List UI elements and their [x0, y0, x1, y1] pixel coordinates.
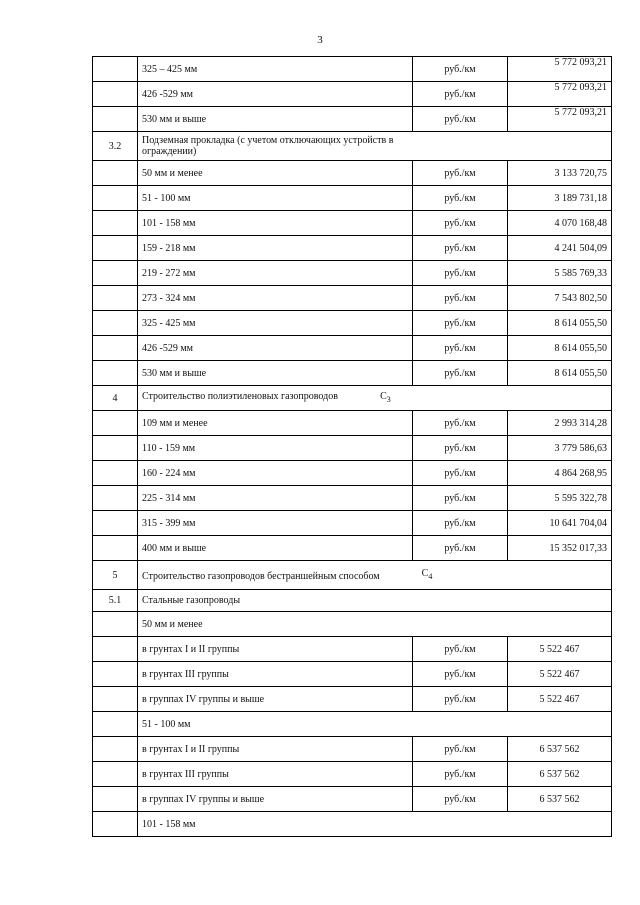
- table-row: [93, 82, 612, 107]
- group-row: [93, 812, 612, 837]
- num-cell: [93, 411, 138, 436]
- table-row: [93, 336, 612, 361]
- num-cell: [93, 687, 138, 712]
- table-row: [93, 536, 612, 561]
- section-row: [93, 590, 612, 612]
- value-cell: 10 641 704,04: [508, 511, 612, 536]
- table-row: [93, 211, 612, 236]
- value-cell: 5 772 093,21: [508, 107, 612, 132]
- num-cell: [93, 486, 138, 511]
- table-row: [93, 762, 612, 787]
- item-name: в грунтах III группы: [138, 662, 413, 687]
- coefficient-label: [382, 568, 472, 582]
- item-name: в грунтах III группы: [138, 762, 413, 787]
- value-cell: 5 772 093,21: [508, 82, 612, 107]
- group-row: [93, 712, 612, 737]
- num-cell: [93, 812, 138, 837]
- unit-cell: руб./км: [413, 211, 508, 236]
- value-cell: 7 543 802,50: [508, 286, 612, 311]
- table-row: [93, 107, 612, 132]
- num-cell: [93, 336, 138, 361]
- table-row: [93, 361, 612, 386]
- value-cell: 15 352 017,33: [508, 536, 612, 561]
- num-cell: [93, 161, 138, 186]
- table-row: [93, 787, 612, 812]
- value-cell: 5 595 322,78: [508, 486, 612, 511]
- section-title: [138, 561, 612, 590]
- value-cell: 8 614 055,50: [508, 336, 612, 361]
- item-name: 109 мм и менее: [138, 411, 413, 436]
- table-row: [93, 286, 612, 311]
- num-cell: [93, 311, 138, 336]
- num-cell: [93, 762, 138, 787]
- item-name: 400 мм и выше: [138, 536, 413, 561]
- item-name: в грунтах I и II группы: [138, 737, 413, 762]
- unit-cell: руб./км: [413, 186, 508, 211]
- num-cell: [93, 787, 138, 812]
- num-cell: [93, 211, 138, 236]
- num-cell: [93, 511, 138, 536]
- unit-cell: руб./км: [413, 787, 508, 812]
- unit-cell: руб./км: [413, 737, 508, 762]
- item-name: 225 - 314 мм: [138, 486, 413, 511]
- section-title-text: Строительство газопроводов бестраншейным способом: [142, 571, 380, 582]
- item-name: 110 - 159 мм: [138, 436, 413, 461]
- unit-cell: руб./км: [413, 161, 508, 186]
- section-row: [93, 386, 612, 411]
- num-cell: [93, 712, 138, 737]
- item-name: в группах IV группы и выше: [138, 787, 413, 812]
- item-name: 530 мм и выше: [138, 361, 413, 386]
- num-cell: [93, 637, 138, 662]
- table-row: [93, 161, 612, 186]
- coefficient-letter: C: [421, 568, 429, 579]
- num-cell: [93, 662, 138, 687]
- section-number: 5.1: [93, 590, 138, 612]
- table-row: [93, 411, 612, 436]
- item-name: 325 - 425 мм: [138, 311, 413, 336]
- table-row: [93, 737, 612, 762]
- section-row: [93, 561, 612, 590]
- unit-cell: руб./км: [413, 762, 508, 787]
- item-name: 101 - 158 мм: [138, 211, 413, 236]
- unit-cell: руб./км: [413, 637, 508, 662]
- unit-cell: руб./км: [413, 82, 508, 107]
- value-cell: 5 522 467: [508, 637, 612, 662]
- group-title: 51 - 100 мм: [138, 712, 612, 737]
- table-row: [93, 486, 612, 511]
- group-title: 50 мм и менее: [138, 612, 612, 637]
- value-cell: 8 614 055,50: [508, 311, 612, 336]
- table-row: [93, 687, 612, 712]
- unit-cell: руб./км: [413, 461, 508, 486]
- unit-cell: руб./км: [413, 536, 508, 561]
- item-name: 273 - 324 мм: [138, 286, 413, 311]
- num-cell: [93, 461, 138, 486]
- unit-cell: руб./км: [413, 286, 508, 311]
- section-number: 4: [93, 386, 138, 411]
- item-name: 315 - 399 мм: [138, 511, 413, 536]
- num-cell: [93, 236, 138, 261]
- unit-cell: руб./км: [413, 436, 508, 461]
- num-cell: [93, 436, 138, 461]
- unit-cell: руб./км: [413, 107, 508, 132]
- num-cell: [93, 612, 138, 637]
- table-row: [93, 311, 612, 336]
- value-cell: 6 537 562: [508, 787, 612, 812]
- value-cell: 4 864 268,95: [508, 461, 612, 486]
- unit-cell: руб./км: [413, 236, 508, 261]
- item-name: 530 мм и выше: [138, 107, 413, 132]
- item-name: 219 - 272 мм: [138, 261, 413, 286]
- unit-cell: руб./км: [413, 486, 508, 511]
- num-cell: [93, 286, 138, 311]
- value-cell: 8 614 055,50: [508, 361, 612, 386]
- section-title: Стальные газопроводы: [138, 590, 612, 612]
- item-name: 51 - 100 мм: [138, 186, 413, 211]
- unit-cell: руб./км: [413, 311, 508, 336]
- group-row: [93, 612, 612, 637]
- section-title: [138, 132, 612, 161]
- value-cell: 5 522 467: [508, 687, 612, 712]
- section-row: [93, 132, 612, 161]
- num-cell: [93, 361, 138, 386]
- value-cell: 3 779 586,63: [508, 436, 612, 461]
- num-cell: [93, 261, 138, 286]
- unit-cell: руб./км: [413, 662, 508, 687]
- value-cell: 5 522 467: [508, 662, 612, 687]
- num-cell: [93, 57, 138, 82]
- tariff-table: [92, 56, 612, 837]
- unit-cell: руб./км: [413, 336, 508, 361]
- section-title-text: Подземная прокладка (с учетом отключающих устройств в ограждении): [142, 135, 394, 157]
- coefficient-index: 3: [386, 395, 391, 404]
- page-number: 3: [317, 34, 323, 46]
- table-row: [93, 261, 612, 286]
- item-name: в грунтах I и II группы: [138, 637, 413, 662]
- coefficient-label: [340, 391, 430, 405]
- item-name: 426 -529 мм: [138, 82, 413, 107]
- item-name: 426 -529 мм: [138, 336, 413, 361]
- table-row: [93, 662, 612, 687]
- table-row: [93, 461, 612, 486]
- value-cell: 4 070 168,48: [508, 211, 612, 236]
- item-name: 159 - 218 мм: [138, 236, 413, 261]
- value-cell: 4 241 504,09: [508, 236, 612, 261]
- value-cell: 5 772 093,21: [508, 57, 612, 82]
- item-name: 50 мм и менее: [138, 161, 413, 186]
- num-cell: [93, 82, 138, 107]
- section-title-text: Строительство полиэтиленовых газопроводов: [142, 391, 338, 402]
- value-cell: 3 133 720,75: [508, 161, 612, 186]
- value-cell: 3 189 731,18: [508, 186, 612, 211]
- table-row: [93, 186, 612, 211]
- coefficient-index: 4: [428, 572, 433, 581]
- value-cell: 5 585 769,33: [508, 261, 612, 286]
- table-row: [93, 57, 612, 82]
- table-row: [93, 436, 612, 461]
- num-cell: [93, 737, 138, 762]
- section-title: [138, 386, 612, 411]
- value-cell: 6 537 562: [508, 737, 612, 762]
- unit-cell: руб./км: [413, 687, 508, 712]
- num-cell: [93, 186, 138, 211]
- table-row: [93, 511, 612, 536]
- unit-cell: руб./км: [413, 361, 508, 386]
- num-cell: [93, 107, 138, 132]
- value-cell: 2 993 314,28: [508, 411, 612, 436]
- item-name: 160 - 224 мм: [138, 461, 413, 486]
- unit-cell: руб./км: [413, 411, 508, 436]
- unit-cell: руб./км: [413, 57, 508, 82]
- item-name: 325 – 425 мм: [138, 57, 413, 82]
- item-name: в группах IV группы и выше: [138, 687, 413, 712]
- group-title: 101 - 158 мм: [138, 812, 612, 837]
- value-cell: 6 537 562: [508, 762, 612, 787]
- table-row: [93, 236, 612, 261]
- coefficient-letter: C: [380, 391, 387, 402]
- unit-cell: руб./км: [413, 261, 508, 286]
- unit-cell: руб./км: [413, 511, 508, 536]
- num-cell: [93, 536, 138, 561]
- section-number: 5: [93, 561, 138, 590]
- table-row: [93, 637, 612, 662]
- section-number: 3.2: [93, 132, 138, 161]
